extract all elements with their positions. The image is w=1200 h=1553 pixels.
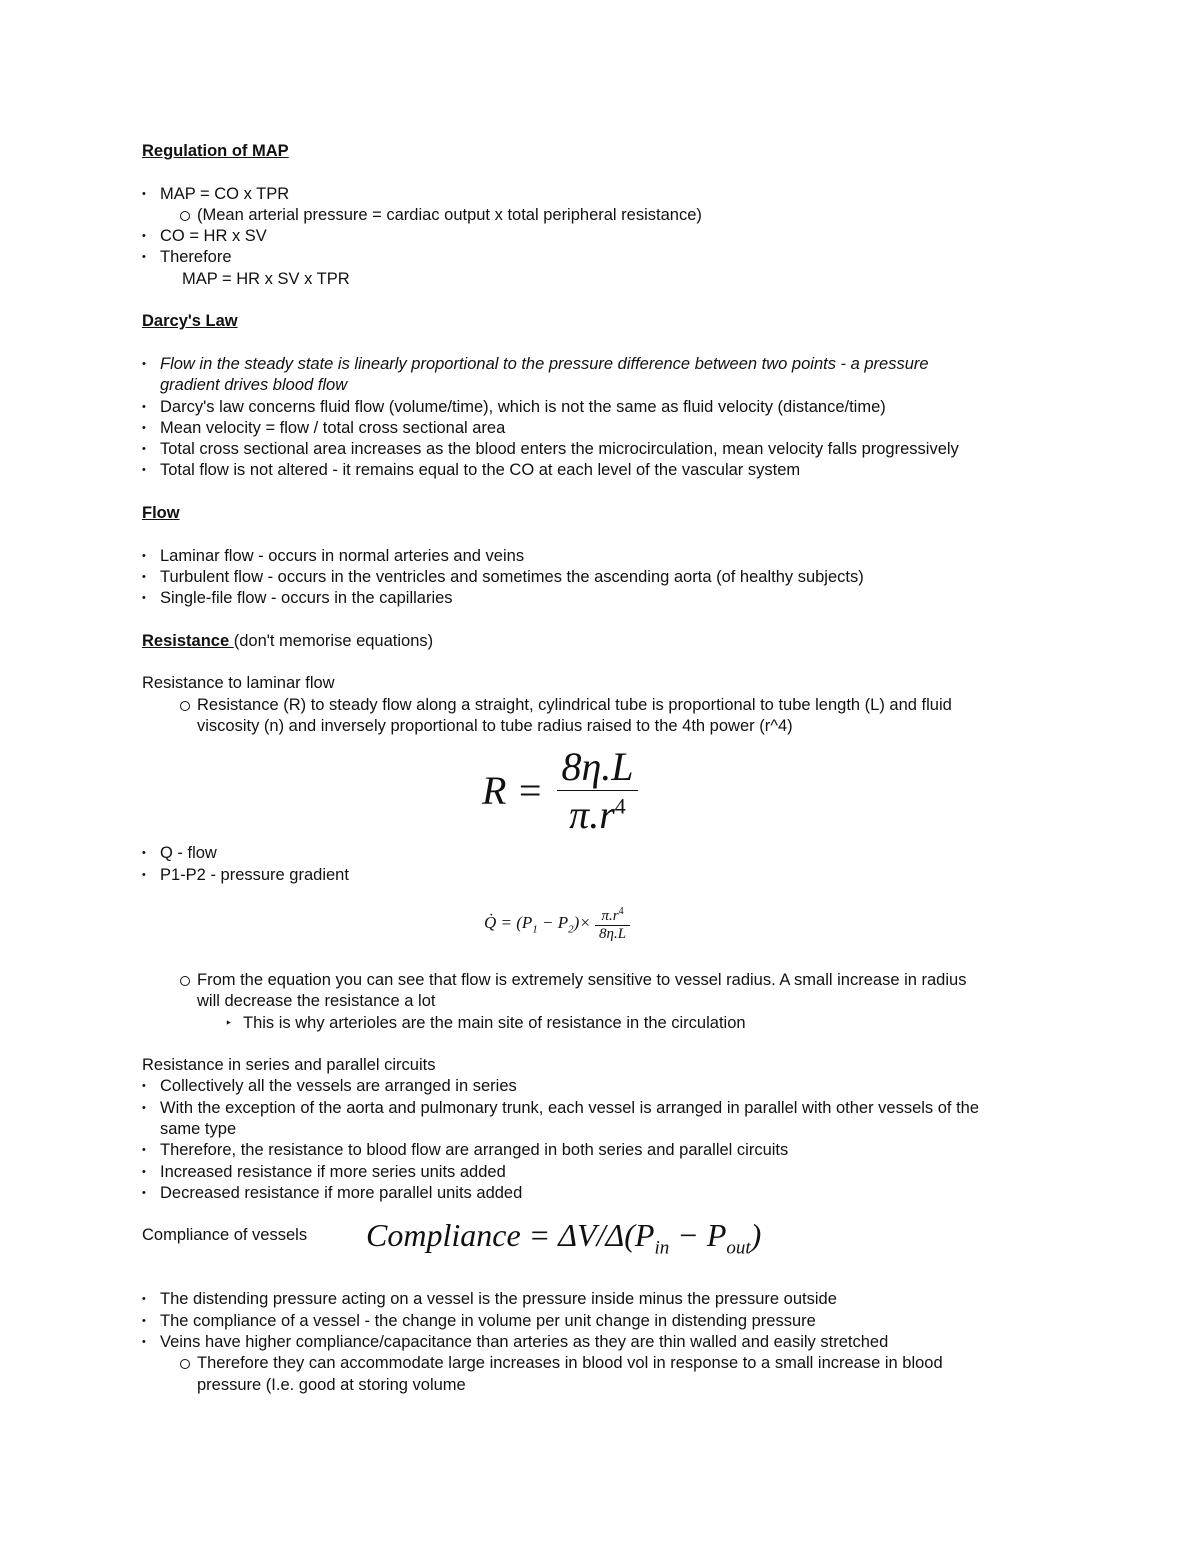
heading-note: (don't memorise equations) [233,631,434,650]
eq1-fraction [557,743,637,838]
eq2-num-base: π.r [601,907,619,924]
heading-darcys-law: Darcy's Law [142,312,238,331]
eq2-denominator: 8η.L [599,925,627,942]
list-item: • Veins have higher compliance/capacitance than arteries as they are thin walled and easily stretched [142,1332,1062,1353]
document-page [142,141,1062,1396]
eq3-rhs: ) [750,1217,762,1254]
list-item: • Darcy's law concerns fluid flow (volume/time), which is not the same as fluid velocity (distance/time) [142,397,1062,418]
subheading: Resistance in series and parallel circuits [142,1056,436,1075]
eq2-sub2: 2 [568,923,574,936]
list-item-continuation: will decrease the resistance a lot [197,992,436,1011]
eq2-sub1: 1 [532,923,538,936]
list-item: • Turbulent flow - occurs in the ventricles and sometimes the ascending aorta (of healthy subjects) [142,567,1062,588]
eq1-lhs: R = [482,768,544,814]
list-item: • Mean velocity = flow / total cross sectional area [142,418,1062,439]
list-item: • Total flow is not altered - it remains equal to the CO at each level of the vascular system [142,460,1062,481]
eq2-exponent: 4 [618,905,624,917]
eq2-mid: − P [537,913,569,933]
eq1-den-base: π.r [569,792,615,838]
heading-regulation-of-map: Regulation of MAP [142,142,289,160]
resistance-equation [142,737,1062,843]
list-item: • Single-file flow - occurs in the capillaries [142,588,1062,609]
eq2-fraction [595,906,630,943]
eq2-numerator [595,906,630,926]
list-item: Therefore they can accommodate large increases in blood vol in response to a small increase in blood [142,1353,1062,1374]
list-item: • Collectively all the vessels are arranged in series [142,1076,1062,1097]
eq2-rhs: )× [573,913,591,933]
list-item: • MAP = CO x TPR [142,184,1062,205]
subheading: Compliance of vessels [142,1226,308,1245]
list-item: • Flow in the steady state is linearly proportional to the pressure difference between two points - a pressure [142,354,1062,375]
eq1-denominator [557,791,637,838]
subheading: Resistance to laminar flow [142,674,335,693]
list-item: (Mean arterial pressure = cardiac output x total peripheral resistance) [142,205,1062,226]
list-item: Resistance (R) to steady flow along a straight, cylindrical tube is proportional to tube length (L) and fluid [142,695,1062,716]
equation-text: MAP = HR x SV x TPR [182,269,350,288]
list-item: • Q - flow [142,843,1062,864]
list-item: • Therefore, the resistance to blood flow are arranged in both series and parallel circuits [142,1140,1062,1161]
heading-flow: Flow [142,504,180,523]
eq1-exponent: 4 [614,793,626,819]
eq1-numerator: 8η.L [557,743,637,791]
eq3-mid: − P [669,1217,727,1254]
eq3-sub2: out [726,1237,751,1259]
eq3-sub1: in [654,1237,670,1259]
list-item: • Laminar flow - occurs in normal arteries and veins [142,546,1062,567]
list-item: ‣ This is why arterioles are the main site of resistance in the circulation [142,1013,1062,1034]
list-item: • Increased resistance if more series units added [142,1162,1062,1183]
list-item-continuation: viscosity (n) and inversely proportional to tube radius raised to the 4th power (r^4) [197,717,793,736]
compliance-title-row [142,1217,1062,1289]
eq2-lhs: Q̇ = (P [484,913,533,933]
list-item: • The compliance of a vessel - the change in volume per unit change in distending pressure [142,1311,1062,1332]
heading-resistance: Resistance [142,631,234,650]
list-item: • CO = HR x SV [142,226,1062,247]
flow-equation [142,886,1062,970]
compliance-equation [366,1217,761,1259]
resistance-heading-line [142,631,1062,652]
list-item: • Therefore [142,247,1062,268]
list-item: • P1-P2 - pressure gradient [142,865,1062,886]
list-item: • Decreased resistance if more parallel units added [142,1183,1062,1204]
list-item: • Total cross sectional area increases as the blood enters the microcirculation, mean velocity falls progressively [142,439,1062,460]
list-item: • With the exception of the aorta and pulmonary trunk, each vessel is arranged in parallel with other vessels of the [142,1098,1062,1119]
list-item-continuation: same type [160,1119,237,1138]
list-item-continuation: pressure (I.e. good at storing volume [197,1375,466,1394]
list-item: From the equation you can see that flow is extremely sensitive to vessel radius. A small increase in radius [142,970,1062,991]
list-item: • The distending pressure acting on a vessel is the pressure inside minus the pressure outside [142,1289,1062,1310]
eq3-lhs: Compliance = ΔV/Δ(P [366,1217,655,1254]
list-item-continuation: gradient drives blood flow [160,376,348,395]
